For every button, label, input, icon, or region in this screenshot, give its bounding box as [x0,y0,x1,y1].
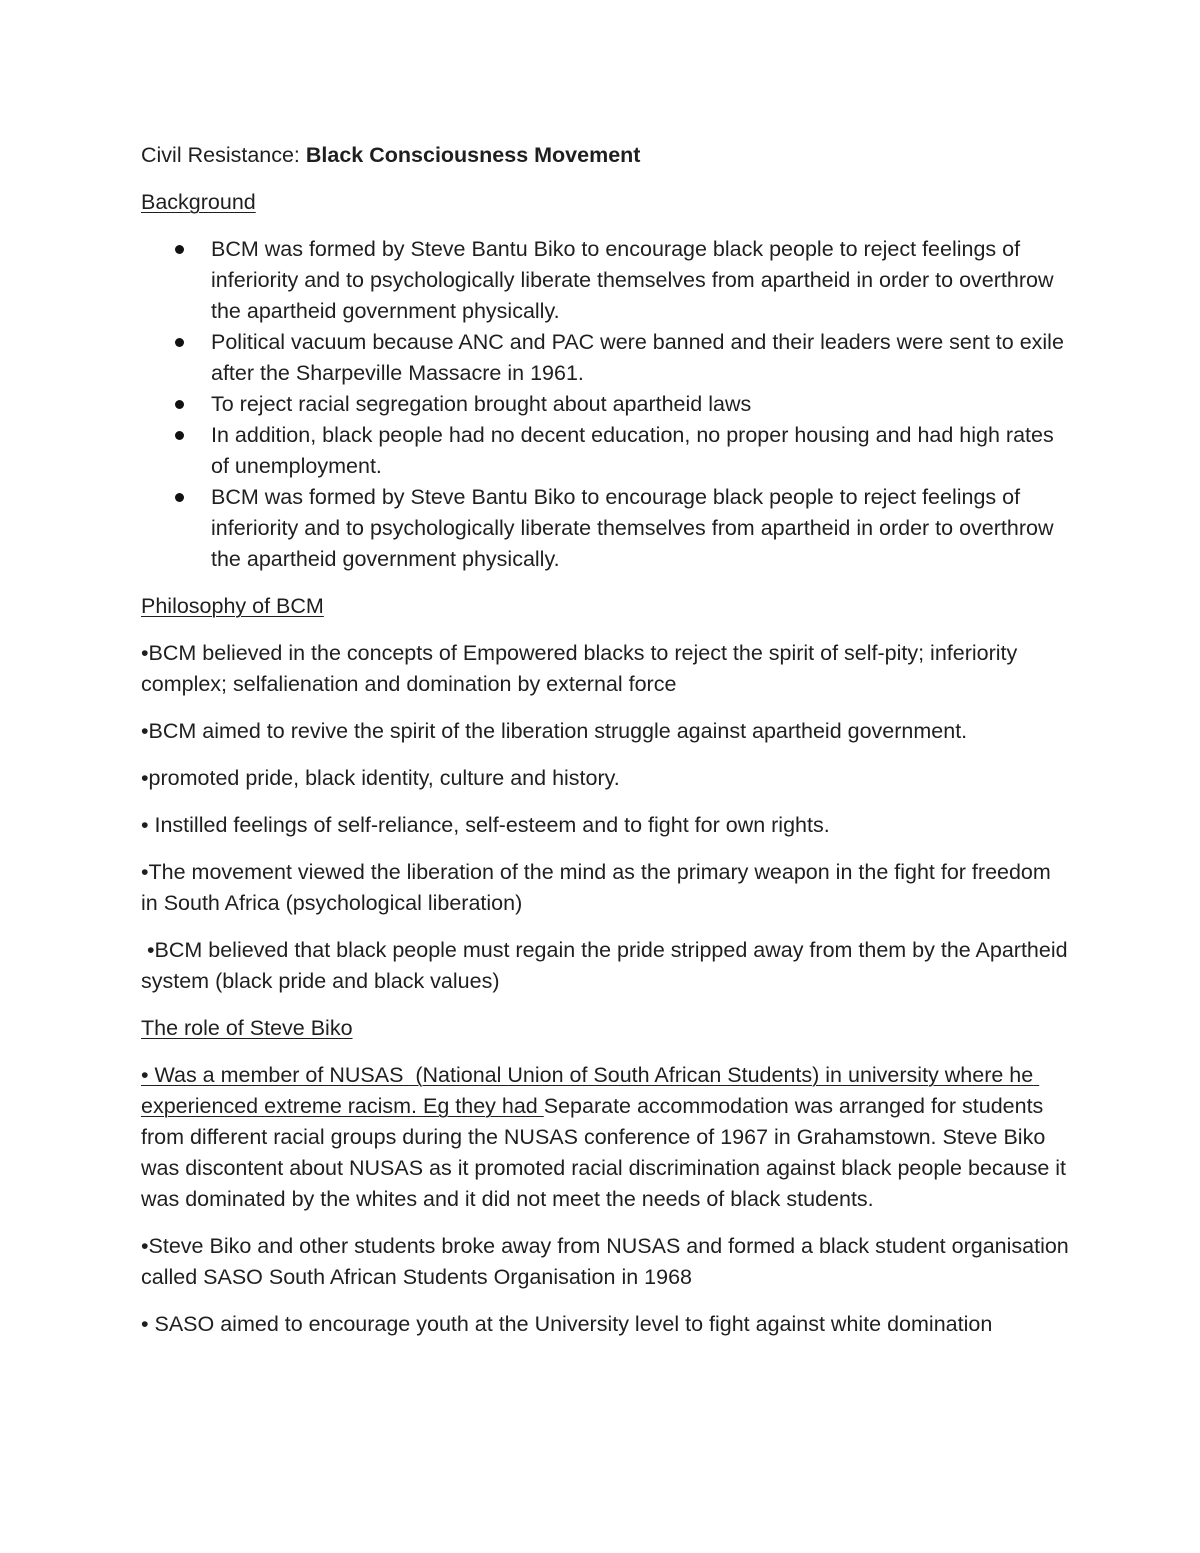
bullet-dot-icon [175,245,184,254]
bullet-dot-icon [175,431,184,440]
philosophy-paragraph: •The movement viewed the liberation of the mind as the primary weapon in the fight for freedom in South Africa (psychological liberation) [141,860,1051,915]
bullet-text: Political vacuum because ANC and PAC were banned and their leaders were sent to exile after the Sharpeville Massacre in 1961. [211,330,1064,385]
bullet-text: BCM was formed by Steve Bantu Biko to encourage black people to reject feelings of inferiority and to psychologically liberate themselves from apartheid in order to overthrow the apartheid government physically. [211,485,1054,571]
background-bullet [141,420,1071,482]
biko-heading: The role of Steve Biko [141,1016,353,1040]
philosophy-paragraph: • Instilled feelings of self-reliance, self-esteem and to fight for own rights. [141,813,830,837]
bullet-dot-icon [175,493,184,502]
title-prefix: Civil Resistance: [141,143,306,167]
philosophy-paragraph: •BCM believed that black people must regain the pride stripped away from them by the Apartheid system (black pride and black values) [141,938,1074,993]
biko-underlined-text: • Was a member of NUSAS (National Union of South African Students) in university where he experienced extreme racism. Eg they had [141,1063,1040,1118]
biko-rest-text: Separate accommodation was arranged for students from different racial groups during the NUSAS conference of 1967 in Grahamstown. Steve Biko was discontent about NUSAS as it promoted racial discrimination against black people because it was dominated by the whites and it did not meet the needs of black students. [141,1094,1066,1211]
biko-paragraph [141,1060,1071,1215]
background-list [141,234,1071,575]
background-heading: Background [141,190,256,214]
philosophy-paragraph: •BCM believed in the concepts of Empowered blacks to reject the spirit of self-pity; inferiority complex; selfalienation and domination by external force [141,641,1018,696]
biko-paragraph: •Steve Biko and other students broke away from NUSAS and formed a black student organisation called SASO South African Students Organisation in 1968 [141,1234,1069,1289]
philosophy-paragraph: •promoted pride, black identity, culture and history. [141,766,620,790]
bullet-text: To reject racial segregation brought about apartheid laws [211,392,752,416]
document-title [141,140,1071,171]
background-bullet [141,389,1071,420]
background-bullet [141,327,1071,389]
title-bold: Black Consciousness Movement [305,143,641,167]
background-bullet [141,482,1071,575]
bullet-text: In addition, black people had no decent education, no proper housing and had high rates of unemployment. [211,423,1054,478]
bullet-dot-icon [175,400,184,409]
document-page [141,140,1074,1356]
bullet-dot-icon [175,338,184,347]
bullet-text: BCM was formed by Steve Bantu Biko to encourage black people to reject feelings of inferiority and to psychologically liberate themselves from apartheid in order to overthrow the apartheid government physically. [211,237,1054,323]
background-bullet [141,234,1071,327]
philosophy-heading: Philosophy of BCM [141,594,324,618]
biko-paragraph: • SASO aimed to encourage youth at the University level to fight against white domination [141,1312,993,1336]
philosophy-paragraph: •BCM aimed to revive the spirit of the liberation struggle against apartheid government. [141,719,968,743]
